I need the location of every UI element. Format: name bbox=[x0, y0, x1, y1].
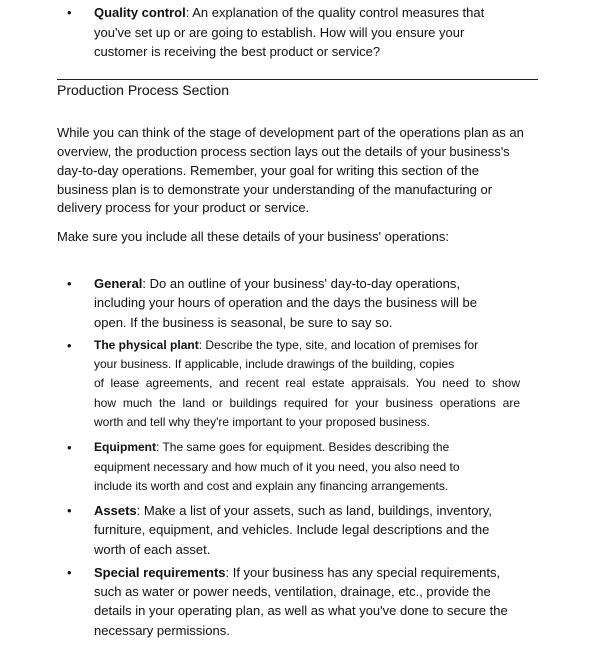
bullet-dot: • bbox=[67, 440, 72, 455]
general-line-1: General: Do an outline of your business' day-to-day operations, bbox=[94, 276, 460, 291]
bullet-dot: • bbox=[67, 276, 72, 291]
equipment-line-3: include its worth and cost and explain any financing arrangements. bbox=[94, 479, 449, 493]
general-line-3: open. If the business is seasonal, be sure to say so. bbox=[94, 315, 393, 330]
quality-line-3: customer is receiving the best product or service? bbox=[94, 44, 381, 59]
assets-line-1: Assets: Make a list of your assets, such as land, buildings, inventory, bbox=[94, 503, 492, 518]
section-title: Production Process Section bbox=[57, 82, 229, 98]
make-sure-text: Make sure you include all these details of your business' operations: bbox=[57, 229, 449, 244]
plant-line-2: your business. If applicable, include drawings of the building, copies bbox=[94, 357, 455, 371]
plant-term: The physical plant bbox=[94, 338, 199, 352]
intro-line: delivery process for your product or service. bbox=[57, 200, 310, 215]
bullet-dot: • bbox=[67, 338, 72, 353]
assets-line-2: furniture, equipment, and vehicles. Include legal descriptions and the bbox=[94, 522, 490, 537]
general-term: General bbox=[94, 276, 143, 291]
general-line-2: including your hours of operation and the days the business will be bbox=[94, 295, 478, 310]
special-line-4: necessary permissions. bbox=[94, 623, 230, 638]
intro-line: overview, the production process section lays out the details of your business's bbox=[57, 144, 510, 159]
special-line-2: such as water or power needs, ventilation, drainage, etc., provide the bbox=[94, 584, 491, 599]
equipment-line-2: equipment necessary and how much of it you need, you also need to bbox=[94, 460, 460, 474]
special-line-1: Special requirements: If your business has any special requirements, bbox=[94, 565, 501, 580]
plant-line-5: worth and tell why they're important to your proposed business. bbox=[94, 415, 430, 429]
quality-line-2: you've set up or are going to establish. How will you ensure your bbox=[94, 25, 465, 40]
intro-line: business plan is to demonstrate your understanding of the manufacturing or bbox=[57, 182, 493, 197]
quality-line-1: Quality control: An explanation of the quality control measures that bbox=[94, 5, 485, 20]
plant-line-3: of lease agreements, and recent real estate appraisals. You need to show bbox=[94, 376, 520, 390]
bullet-dot: • bbox=[67, 503, 72, 518]
equipment-line-1: Equipment: The same goes for equipment. Besides describing the bbox=[94, 440, 450, 454]
quality-term: Quality control bbox=[94, 5, 186, 20]
bullet-dot: • bbox=[67, 565, 72, 580]
bullet-dot: • bbox=[67, 5, 72, 20]
special-line-3: details in your operating plan, as well as what you've done to secure the bbox=[94, 603, 508, 618]
intro-line: While you can think of the stage of development part of the operations plan as an bbox=[57, 125, 524, 140]
plant-line-4: how much the land or buildings required for your business operations are bbox=[94, 396, 520, 410]
special-term: Special requirements bbox=[94, 565, 226, 580]
assets-term: Assets bbox=[94, 503, 137, 518]
section-divider bbox=[57, 79, 538, 80]
intro-line: day-to-day operations. Remember, your goal for writing this section of the bbox=[57, 163, 479, 178]
plant-line-1: The physical plant: Describe the type, site, and location of premises for bbox=[94, 338, 479, 352]
assets-line-3: worth of each asset. bbox=[94, 542, 211, 557]
equipment-term: Equipment bbox=[94, 440, 156, 454]
